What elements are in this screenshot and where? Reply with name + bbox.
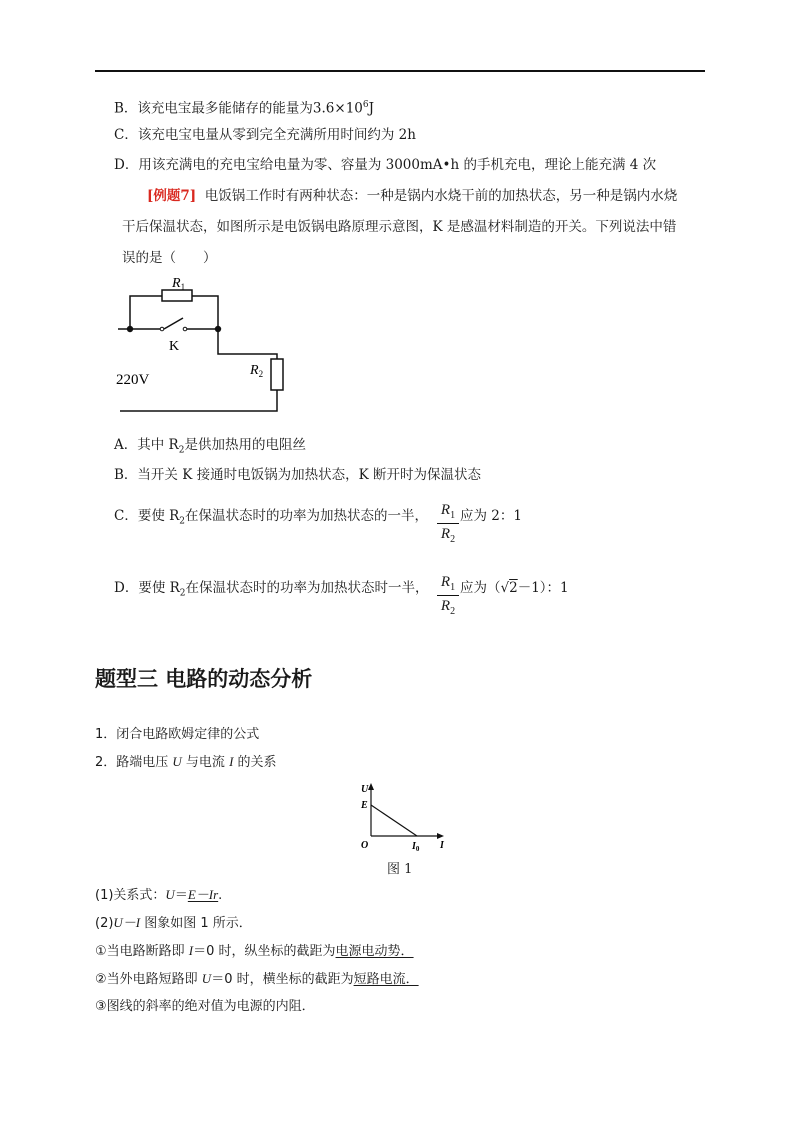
graph-u-label: U [361, 784, 369, 795]
section-item-2: 2．路端电压 U 与电流 I 的关系 [95, 754, 277, 770]
note-slope: ③图线的斜率的绝对值为电源的内阻． [95, 999, 315, 1014]
fraction-r1-over-r2-d: $R_1$ $R_2$ [437, 574, 459, 617]
resistor-r2 [271, 359, 283, 390]
open-circuit-answer: 电源电动势． [335, 944, 414, 959]
junction-left [127, 326, 133, 332]
fraction-r1-over-r2-c: $R_1$ $R_2$ [437, 502, 459, 545]
r2-label: $R_2$ [250, 363, 264, 379]
switch-k-blade [164, 318, 183, 329]
option-c: C．要使 $R_2$在保温状态时的功率为加热状态的一半， [114, 508, 429, 527]
graph-origin-label: O [361, 840, 369, 851]
graph-caption: 图 1 [387, 862, 413, 877]
graph-i-label: I [440, 840, 444, 851]
formula-answer: E－Ir [187, 887, 219, 902]
note-graph: (2)U－I 图象如图 1 所示． [95, 915, 252, 931]
example7-line1: [例题7] 电饭锅工作时有两种状态：一种是锅内水烧干前的加热状态，另一种是锅内水烧 [147, 188, 678, 204]
option-c-ratio: 应为 2：1 [460, 508, 522, 524]
switch-contact-right [183, 327, 187, 331]
note-open-circuit: ①当电路断路即 I＝0 时，纵坐标的截距为电源电动势． [95, 943, 414, 959]
option-b: B．当开关 K 接通时电饭锅为加热状态，K 断开时为保温状态 [114, 467, 481, 483]
sqrt-symbol: √ [500, 580, 510, 596]
junction-right [215, 326, 221, 332]
option-d: D．要使 $R_2$在保温状态时的功率为加热状态时一半， [114, 580, 429, 599]
u-i-line [371, 805, 417, 836]
section-title: 题型三 电路的动态分析 [95, 667, 313, 691]
wire-return [120, 390, 277, 411]
switch-k-label: K [169, 339, 180, 354]
note-short-circuit: ②当外电路短路即 U＝0 时，横坐标的截距为短路电流． [95, 971, 419, 987]
wire-to-r2 [218, 329, 277, 359]
resistor-r1 [162, 290, 192, 301]
note-relation: (1)关系式：U＝E－Ir. [95, 887, 223, 903]
section-item-1: 1．闭合电路欧姆定律的公式 [95, 727, 260, 742]
u-axis-arrow-icon [368, 783, 374, 790]
switch-contact-left [160, 327, 164, 331]
header-rule [95, 70, 705, 72]
r1-label: $R_1$ [172, 276, 186, 292]
option-d-previous: D．用该充满电的充电宝给电量为零、容量为 3000mA•h 的手机充电，理论上能充满 4 次 [114, 157, 657, 173]
i-axis-arrow-icon [437, 833, 444, 839]
voltage-label: 220V [116, 372, 150, 388]
graph-i0-label: $I_0$ [412, 841, 420, 852]
option-b-previous: B．该充电宝最多能储存的能量为$3.6\times 10^6J$ [114, 100, 375, 117]
short-circuit-answer: 短路电流． [353, 972, 419, 987]
example7-line2: 干后保温状态，如图所示是电饭锅电路原理示意图，K 是感温材料制造的开关。下列说法中错 [122, 219, 677, 235]
wire-top-left [130, 296, 162, 329]
graph-e-label: E [361, 800, 368, 811]
example-tag: [例题7] [147, 188, 197, 204]
option-d-ratio: 应为（√2－1）：1 [460, 580, 569, 596]
example7-line3: 误的是（ ） [122, 250, 217, 266]
u-i-graph [355, 780, 455, 852]
rice-cooker-circuit-diagram [110, 272, 310, 422]
wire-top-right [192, 296, 218, 329]
option-c-previous: C．该充电宝电量从零到完全充满所用时间约为 2h [114, 127, 416, 143]
option-a: A．其中 $R_2$是供加热用的电阻丝 [114, 437, 306, 456]
